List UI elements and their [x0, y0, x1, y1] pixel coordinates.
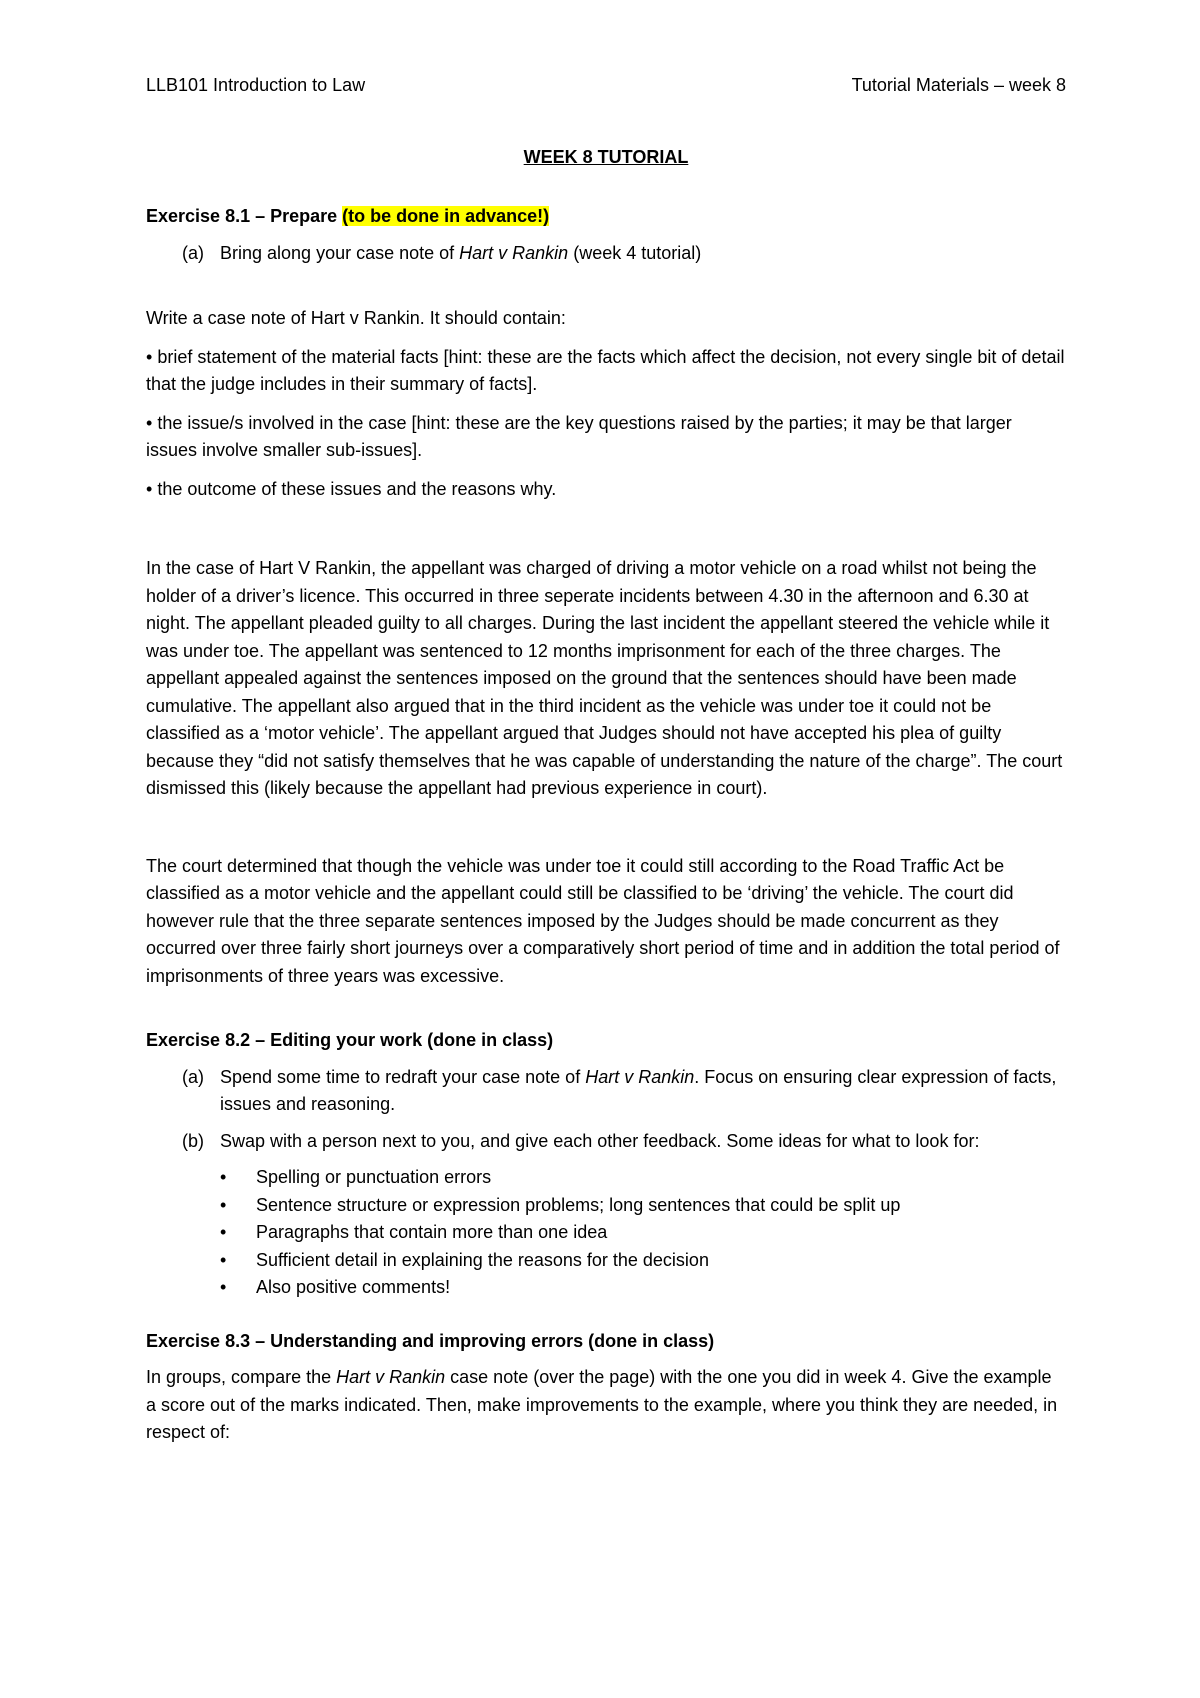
page-header: [146, 72, 1066, 102]
bullet-icon: •: [220, 1249, 227, 1270]
task-intro: Write a case note of Hart v Rankin. It should contain:: [146, 308, 566, 328]
bullet-icon: •: [220, 1277, 227, 1297]
item-text: Spend some time to redraft your case note of Hart v Rankin. Focus on ensuring clear expression of facts, issues and reasoning.: [220, 1066, 1057, 1114]
item-label: (a): [182, 1066, 204, 1087]
bullet-icon: •: [220, 1167, 227, 1187]
exercise-8-1-heading: Exercise 8.1 – Prepare (to be done in advance!): [146, 206, 550, 226]
page-title: WEEK 8 TUTORIAL: [523, 147, 689, 167]
bullet-icon: •: [220, 1222, 227, 1242]
case-note-facts-paragraph: In the case of Hart V Rankin, the appellant was charged of driving a motor vehicle on a road whilst not being the holder of a driver’s licence. This occurred in three seperate incidents between 4.30 in the afternoon and 6.30 at night. The appellant pleaded guilty to all charges. During the last incident the appellant steered the vehicle while it was under toe. The appellant was sentenced to 12 months imprisonment for each of the three charges. The appellant appealed against the sentences imposed on the ground that the sentences should have been made cumulative. The appellant also argued that in the third incident as the vehicle was under toe it could not be classified as a ‘motor vehicle’. The appellant argued that Judges should not have accepted his plea of guilty because they “did not satisfy themselves that he was capable of understanding the nature of the charge”. The court dismissed this (likely because the appellant had previous experience in court).: [146, 558, 1063, 798]
page-content: [146, 72, 1066, 1447]
header-course: LLB101 Introduction to Law: [146, 75, 366, 95]
list-item: • Sufficient detail in explaining the reasons for the decision: [146, 1247, 1066, 1275]
exercise-8-2-item-a: [146, 1064, 1066, 1119]
header-materials: Tutorial Materials – week 8: [851, 75, 1066, 95]
exercise-8-3-instructions: In groups, compare the Hart v Rankin case note (over the page) with the one you did in week 4. Give the example a score out of the marks indicated. Then, make improvements to the example, where you think they are needed, in respect of:: [146, 1367, 1058, 1442]
list-item: • Spelling or punctuation errors: [146, 1164, 1066, 1192]
item-label: (a): [182, 242, 204, 263]
item-label: (b): [182, 1130, 204, 1151]
case-note-outcome-paragraph: The court determined that though the vehicle was under toe it could still according to the Road Traffic Act be classified as a motor vehicle and the appellant could still be classified to be ‘driving’ the vehicle. The court did however rule that the three separate sentences imposed by the Judges should be made concurrent as they occurred over three fairly short journeys over a comparatively short period of time and in addition the total period of imprisonments of three years was excessive.: [146, 855, 1060, 986]
task-bullet-facts: • brief statement of the material facts [hint: these are the facts which affect the decision, not every single bit of detail that the judge includes in their summary of facts].: [146, 344, 1066, 399]
feedback-ideas-list: [146, 1164, 1066, 1302]
bullet-icon: •: [220, 1194, 227, 1215]
exercise-8-2-item-b: [146, 1128, 1066, 1156]
exercise-8-3-heading: Exercise 8.3 – Understanding and improving errors (done in class): [146, 1330, 715, 1351]
list-item: • Paragraphs that contain more than one idea: [146, 1219, 1066, 1247]
exercise-8-2-heading: Exercise 8.2 – Editing your work (done in class): [146, 1030, 554, 1050]
item-text: Swap with a person next to you, and give each other feedback. Some ideas for what to look for:: [220, 1130, 980, 1151]
exercise-8-1-item-a: [146, 240, 1066, 268]
list-item: • Sentence structure or expression problems; long sentences that could be split up: [146, 1192, 1066, 1220]
item-text: Bring along your case note of Hart v Rankin (week 4 tutorial): [220, 242, 702, 263]
list-item: • Also positive comments!: [146, 1274, 1066, 1302]
task-bullet-outcome: • the outcome of these issues and the reasons why.: [146, 476, 1066, 504]
advance-highlight: (to be done in advance!): [342, 206, 550, 226]
task-bullet-issues: • the issue/s involved in the case [hint: these are the key questions raised by the parties; it may be that larger issues involve smaller sub-issues].: [146, 410, 1066, 465]
